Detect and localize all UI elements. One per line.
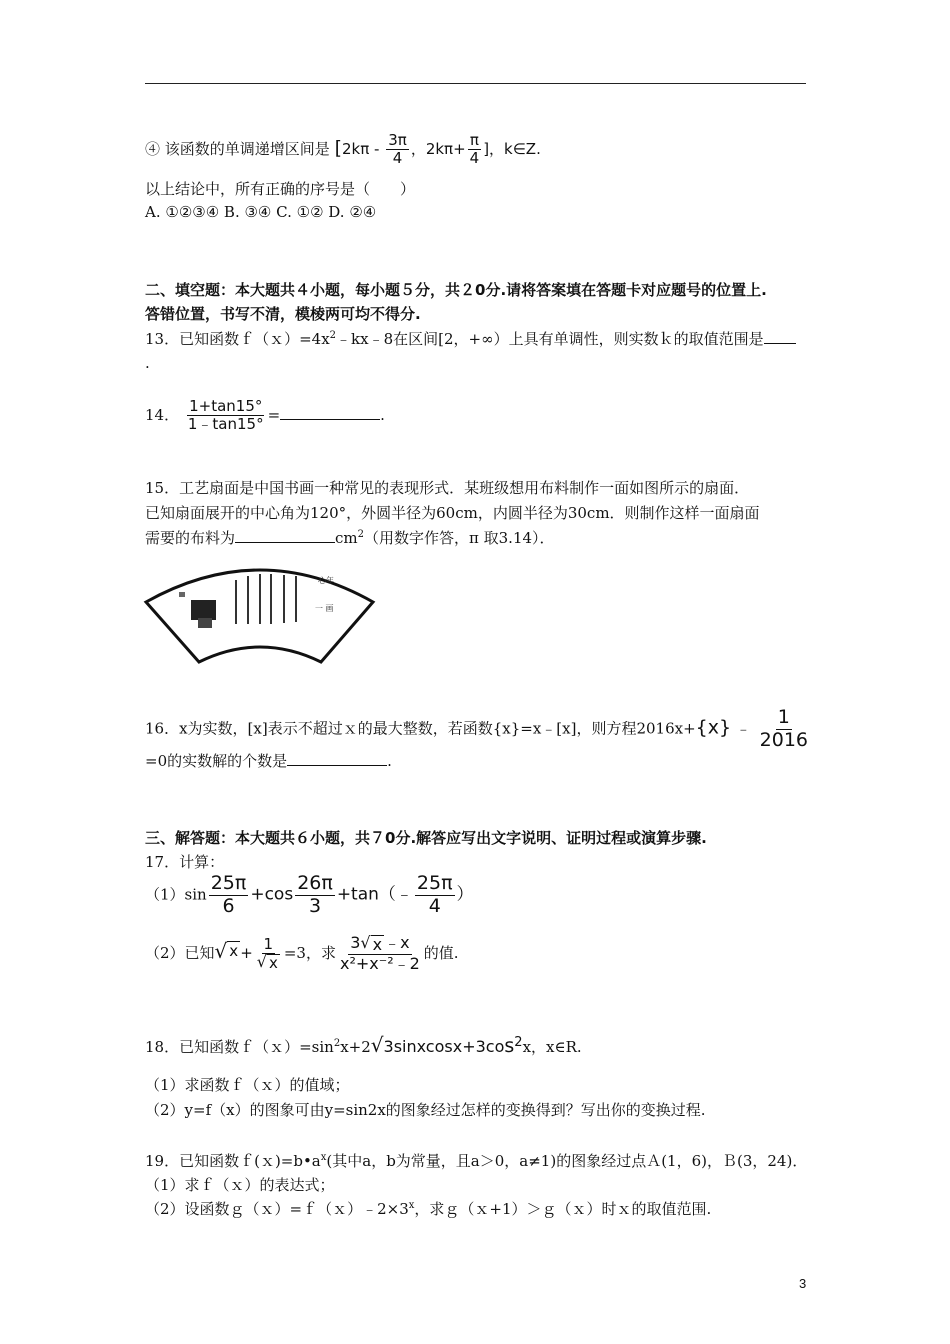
q16-line1: 16．x为实数，[x]表示不超过ｘ的最大整数，若函数{x}=x﹣[x]，则方程2016x+{x} ﹣ $\frac{1}{2016}$ <box>145 706 809 751</box>
sqrt-x: √ x <box>214 938 239 963</box>
fraction: $\frac{25\pi}{4}$ <box>416 872 453 917</box>
answer-blank <box>287 765 387 766</box>
page-number: 3 <box>799 1276 807 1291</box>
q17-part1: （1）sin $\frac{25\pi}{6}$ +cos $\frac{26\pi}{3}$ +tan（﹣ $\frac{25\pi}{4}$ ） <box>145 872 474 917</box>
sqrt-3: √ <box>370 1033 384 1057</box>
answer-blank <box>235 542 335 543</box>
q15-line1: 15．工艺扇面是中国书画一种常见的表现形式．某班级想用布料制作一面如图所示的扇面． <box>145 479 750 497</box>
fan-painting-ink <box>198 618 212 628</box>
q12-question: 以上结论中，所有正确的序号是（ ） <box>145 180 416 198</box>
q13-dot: . <box>145 354 150 372</box>
fraction-3pi-over-4: $\frac{3\pi}{4}$ <box>388 131 407 168</box>
fraction-pi-over-4: $\frac{\pi}{4}$ <box>469 131 480 168</box>
answer-blank <box>764 343 796 344</box>
section3-heading: 三、解答题：本大题共６小题，共７0分.解答应写出文字说明、证明过程或演算步骤. <box>145 829 707 847</box>
answer-blank <box>280 419 380 420</box>
q12-options: A. ①②③④ B. ③④ C. ①② D. ②④ <box>145 203 377 221</box>
fraction-1-over-sqrt-x: 1 √ x <box>256 934 278 972</box>
header-rule <box>145 83 806 84</box>
q19-part2: （2）设函数$g(x)=f(x)﹣2\times 3^x$，求ｇ（ｘ+1）＞ｇ（ｘ）时ｘ的取值范围. <box>145 1200 712 1218</box>
section2-heading-line2: 答错位置，书写不清，模棱两可均不得分. <box>145 305 421 323</box>
fan-figure <box>143 556 378 671</box>
q13-text: 13．已知函数$f(x)=4x^2﹣kx﹣8$在区间[2，+∞）上具有单调性，则实数ｋ的取值范围是 <box>145 328 796 349</box>
fraction-1-over-2016: $\frac{1}{2016}$ <box>759 706 809 751</box>
q16-line2: =0的实数解的个数是 . <box>145 752 392 770</box>
fraction: $\frac{25\pi}{6}$ <box>210 872 247 917</box>
fan-painting-ink <box>179 592 185 597</box>
q14: 14． $\frac{1+\tan 15^\circ}{1﹣\tan 15^\circ}$ = . <box>145 397 385 434</box>
q19-part1: （1）求ｆ（ｘ）的表达式； <box>145 1176 335 1194</box>
section2-heading-line1: 二、填空题：本大题共４小题，每小题５分，共２0分.请将答案填在答题卡对应题号的位置上. <box>145 281 767 299</box>
q12-item4: ④ 该函数的单调递增区间是 [2kπ - $\frac{3\pi}{4}$ ，2kπ+ $\frac{\pi}{4}$ ]，k∈Z. <box>145 131 541 168</box>
fraction: $\frac{26\pi}{3}$ <box>297 872 333 917</box>
q18-part2: （2）y=f（x）的图象可由y=sin2x的图象经过怎样的变换得到？写出你的变换过程. <box>145 1101 706 1119</box>
q17-part2: （2）已知 √ x + 1 √ x =3，求 3 √ x ﹣x x²+x⁻²﹣2 的值. <box>145 933 459 974</box>
q15-line3: 需要的布料为 $cm^2$（用数字作答，π 取3.14）． <box>145 529 555 547</box>
q17-label: 17．计算： <box>145 853 225 871</box>
q19-text: 19．已知函数$f(x)=b•a^x$(其中a，b为常量，且a＞0，a≠1)的图象经过点Ａ(1，6)，Ｂ(3，24)． <box>145 1152 808 1170</box>
fraction-tan: $\frac{1+\tan 15^\circ}{1﹣\tan 15^\circ}$ <box>187 397 264 434</box>
q18-part1: （1）求函数ｆ（ｘ）的值域； <box>145 1076 350 1094</box>
q15-line2: 已知扇面展开的中心角为120°，外圆半径为60cm，内圆半径为30cm．则制作这样一面扇面 <box>145 504 760 522</box>
fraction-expression: 3 √ x ﹣x x²+x⁻²﹣2 <box>339 933 420 974</box>
fan-poem-mid: 一 画 <box>315 604 334 613</box>
fan-painting-ink <box>191 600 216 620</box>
fan-poem-right: 心年 <box>318 576 334 585</box>
q18-text: 18．已知函数$f(x)=\sin^2x+2$ √ $3sinxcosx+3\cos^2x$，x∈R. <box>145 1033 582 1057</box>
